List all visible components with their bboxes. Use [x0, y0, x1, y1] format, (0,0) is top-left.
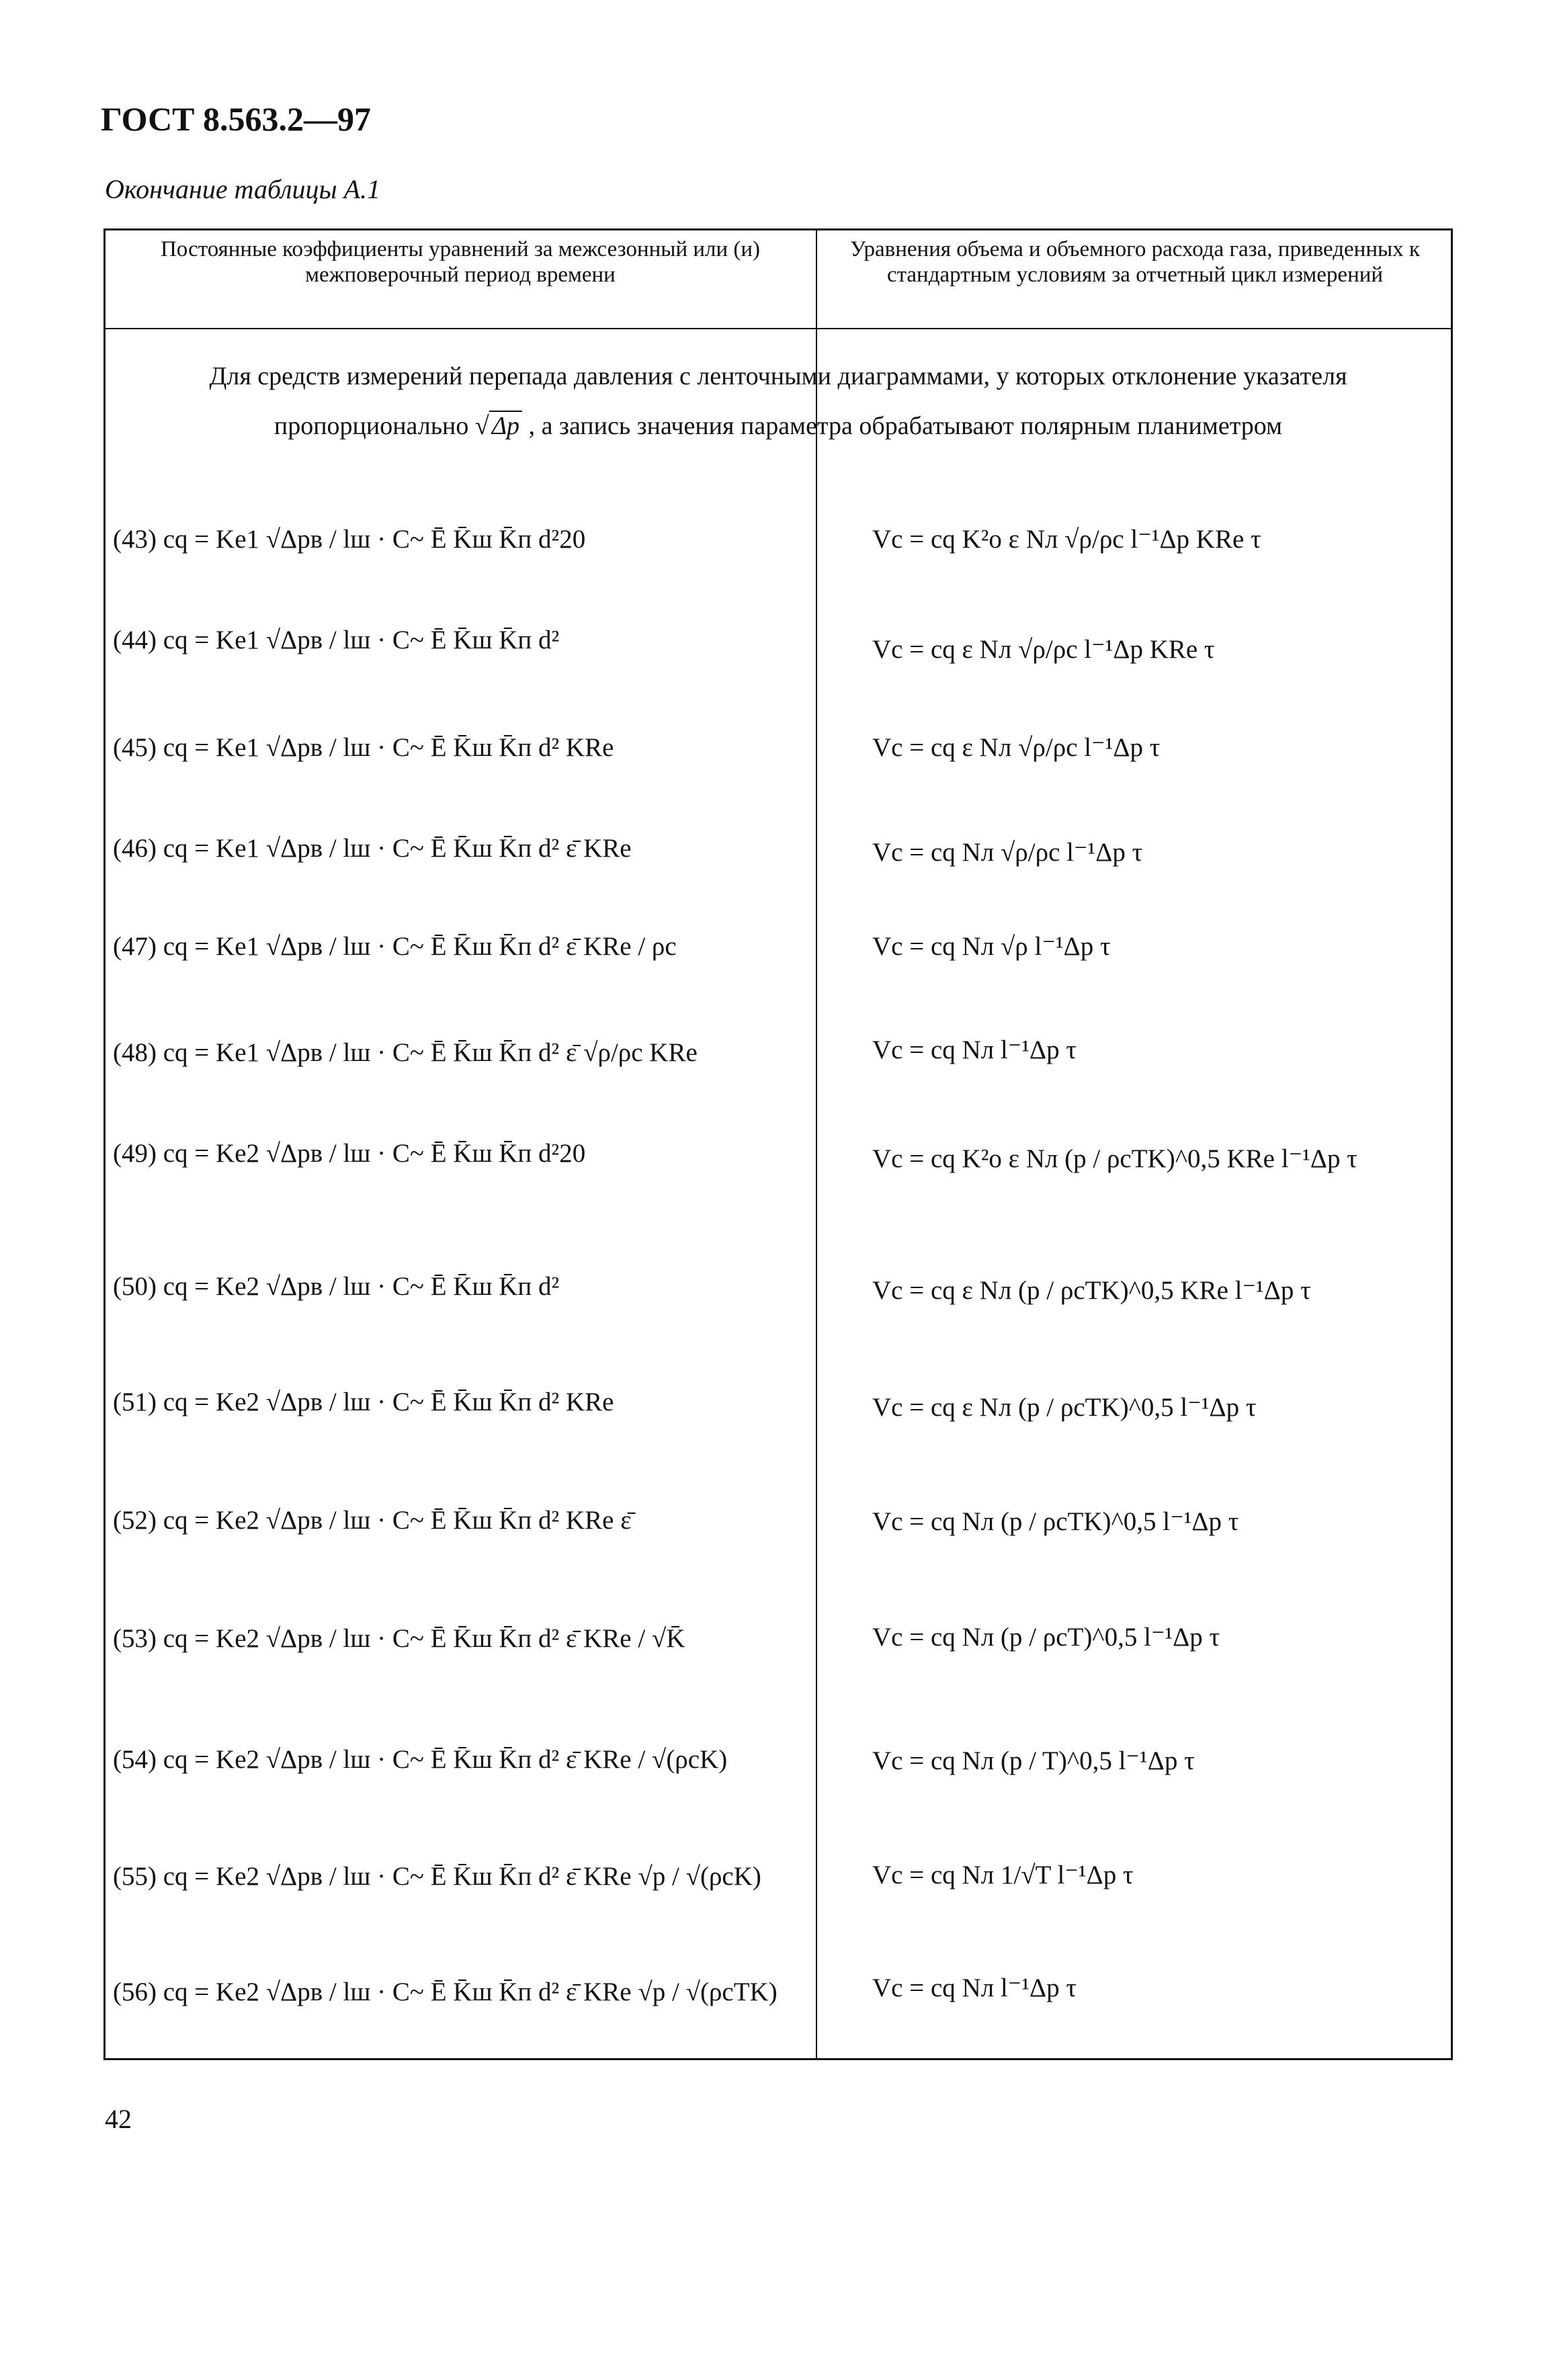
equation-right-49: Vc = cq K²o ε Nл (p / ρcTK)^0,5 KRe l⁻¹Δp τ [872, 1144, 1357, 1173]
equation-right-47: Vc = cq Nл √ρ l⁻¹Δp τ [872, 932, 1111, 961]
equation-right-56: Vc = cq Nл l⁻¹Δp τ [872, 1973, 1077, 2002]
equation-number: (48) [113, 1038, 157, 1067]
header-left: Постоянные коэффициенты уравнений за межсезонный или (и) межповерочный период времени [160, 237, 761, 287]
equation-left-53 [113, 1623, 685, 1654]
equation-text: cq = Ke1 √Δpв / lш · C~ Ē K̄ш K̄п d² ε̄ √ρ/ρc KRe [163, 1038, 698, 1067]
equation-left-55 [113, 1861, 761, 1892]
equation-left-49 [113, 1138, 585, 1168]
equation-number: (49) [113, 1139, 157, 1168]
equation-left-51 [113, 1387, 614, 1417]
equation-text: cq = Ke1 √Δpв / lш · C~ Ē K̄ш K̄п d² [163, 626, 560, 654]
equation-text: cq = Ke1 √Δpв / lш · C~ Ē K̄ш K̄п d² KRe [163, 733, 614, 762]
equation-number: (44) [113, 626, 157, 654]
equation-text: cq = Ke1 √Δpв / lш · C~ Ē K̄ш K̄п d² ε̄ KRe [163, 834, 632, 863]
equation-right-55: Vc = cq Nл 1/√T l⁻¹Δp τ [872, 1861, 1134, 1889]
equation-number: (51) [113, 1388, 157, 1416]
equation-left-43 [113, 524, 585, 554]
equation-left-44 [113, 625, 559, 655]
section-heading-sqrt: Δp [489, 411, 522, 440]
equation-right-45: Vc = cq ε Nл √ρ/ρc l⁻¹Δp τ [872, 733, 1161, 762]
section-heading-post: , а запись значения параметра обрабатывают полярным планиметром [528, 412, 1283, 440]
equation-left-45 [113, 732, 614, 763]
equation-text: cq = Ke2 √Δpв / lш · C~ Ē K̄ш K̄п d² KRe [163, 1388, 614, 1416]
equation-number: (55) [113, 1862, 157, 1891]
table-caption: Окончание таблицы А.1 [105, 174, 381, 204]
header-right: Уравнения объема и объемного расхода газа, приведенных к стандартным условиям за отчетный цикл измерений [850, 237, 1420, 287]
section-heading-pre: пропорционально [274, 412, 469, 440]
equation-number: (46) [113, 834, 157, 863]
equation-number: (52) [113, 1506, 157, 1535]
equation-left-52 [113, 1505, 632, 1535]
equation-left-56 [113, 1977, 778, 2007]
equation-left-47 [113, 931, 677, 962]
equation-right-53: Vc = cq Nл (p / ρcT)^0,5 l⁻¹Δp τ [872, 1623, 1220, 1652]
page-number: 42 [105, 2104, 132, 2134]
section-heading-line2: пропорционально √ Δp , а запись значения параметра обрабатывают полярным планиметром [274, 412, 1283, 440]
equation-right-48: Vc = cq Nл l⁻¹Δp τ [872, 1035, 1077, 1064]
equation-number: (50) [113, 1272, 157, 1301]
equation-right-52: Vc = cq Nл (p / ρcTK)^0,5 l⁻¹Δp τ [872, 1507, 1239, 1536]
section-heading-line1: Для средств измерений перепада давления с ленточными диаграммами, у которых отклонение указателя [209, 362, 1347, 390]
equation-number: (47) [113, 932, 157, 961]
equation-text: cq = Ke2 √Δpв / lш · C~ Ē K̄ш K̄п d² ε̄ KRe / √(ρcK) [163, 1745, 728, 1774]
equation-left-46 [113, 833, 632, 863]
equation-text: cq = Ke2 √Δpв / lш · C~ Ē K̄ш K̄п d² ε̄ KRe √p / √(ρcK) [163, 1862, 761, 1891]
equation-text: cq = Ke2 √Δpв / lш · C~ Ē K̄ш K̄п d² ε̄ KRe √p / √(ρcTK) [163, 1978, 778, 2006]
equation-right-51: Vc = cq ε Nл (p / ρcTK)^0,5 l⁻¹Δp τ [872, 1393, 1257, 1422]
equation-text: cq = Ke2 √Δpв / lш · C~ Ē K̄ш K̄п d² ε̄ KRe / √K̄ [163, 1624, 685, 1653]
equation-left-54 [113, 1744, 727, 1775]
equation-text: cq = Ke1 √Δpв / lш · C~ Ē K̄ш K̄п d² ε̄ KRe / ρc [163, 932, 677, 961]
equation-left-48 [113, 1037, 698, 1068]
equation-right-54: Vc = cq Nл (p / T)^0,5 l⁻¹Δp τ [872, 1746, 1195, 1775]
standard-number: ГОСТ 8.563.2—97 [101, 100, 372, 138]
equation-right-50: Vc = cq ε Nл (p / ρcTK)^0,5 KRe l⁻¹Δp τ [872, 1276, 1311, 1305]
equation-text: cq = Ke2 √Δpв / lш · C~ Ē K̄ш K̄п d² KRe ε̄ [163, 1506, 632, 1535]
equation-number: (45) [113, 733, 157, 762]
equation-right-44: Vc = cq ε Nл √ρ/ρc l⁻¹Δp KRe τ [872, 635, 1215, 664]
equation-text: cq = Ke1 √Δpв / lш · C~ Ē K̄ш K̄п d²20 [163, 525, 586, 554]
equation-text: cq = Ke2 √Δpв / lш · C~ Ē K̄ш K̄п d²20 [163, 1139, 586, 1168]
header-divider [103, 328, 1453, 329]
equation-text: cq = Ke2 √Δpв / lш · C~ Ē K̄ш K̄п d² [163, 1272, 560, 1301]
equation-right-43: Vc = cq K²o ε Nл √ρ/ρc l⁻¹Δp KRe τ [872, 525, 1261, 554]
equation-number: (56) [113, 1978, 157, 2006]
equation-number: (54) [113, 1745, 157, 1774]
equation-right-46: Vc = cq Nл √ρ/ρc l⁻¹Δp τ [872, 838, 1143, 867]
equation-number: (53) [113, 1624, 157, 1653]
equation-left-50 [113, 1271, 559, 1302]
column-divider [816, 228, 817, 2060]
equation-number: (43) [113, 525, 157, 554]
